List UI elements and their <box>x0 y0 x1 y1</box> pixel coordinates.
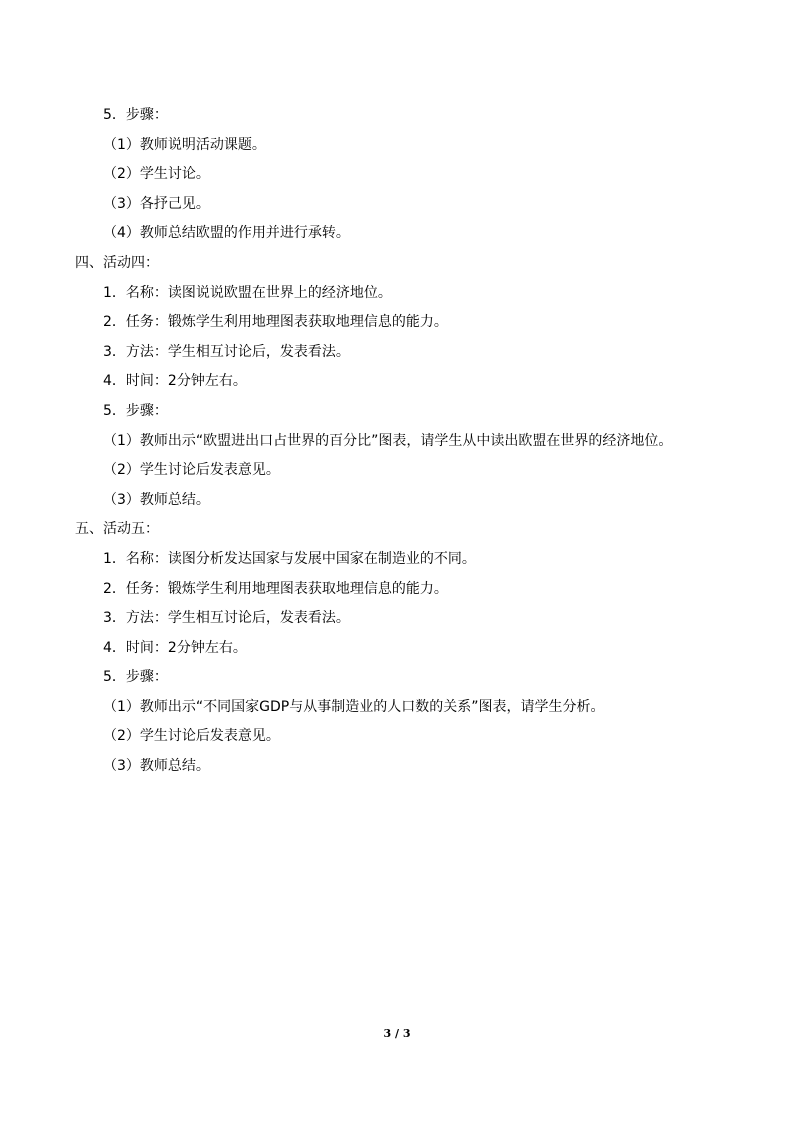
text-line: （4）教师总结欧盟的作用并进行承转。 <box>103 225 350 242</box>
text-line: 1．名称：读图说说欧盟在世界上的经济地位。 <box>103 284 392 301</box>
text-line: 3．方法：学生相互讨论后，发表看法。 <box>103 610 350 627</box>
text-line: 2．任务：锻炼学生利用地理图表获取地理信息的能力。 <box>103 314 448 331</box>
paragraph-activity4-step1: （1）教师出示“欧盟进出口占世界的百分比”图表，请学生从中读出欧盟在世界的经济地位。 <box>103 432 673 449</box>
text-line: （3）教师总结。 <box>103 491 210 508</box>
page-number: 3 / 3 <box>383 1027 411 1040</box>
text-line: 5．步骤： <box>103 107 168 123</box>
text-line: （3）教师总结。 <box>103 758 210 775</box>
text-line: 2．任务：锻炼学生利用地理图表获取地理信息的能力。 <box>103 580 448 597</box>
text-block-2 <box>75 456 715 782</box>
text-block-1 <box>75 101 715 427</box>
text-line: （3）各抒己见。 <box>103 195 210 212</box>
text-line: 3．方法：学生相互讨论后，发表看法。 <box>103 343 350 360</box>
text-line: 5．步骤： <box>103 402 168 419</box>
text-line: （2）学生讨论。 <box>103 166 210 183</box>
text-line: 1．名称：读图分析发达国家与发展中国家在制造业的不同。 <box>103 550 476 567</box>
text-line: 4．时间：2分钟左右。 <box>103 639 247 656</box>
text-line: （2）学生讨论后发表意见。 <box>103 728 280 745</box>
text-line: （1）教师说明活动课题。 <box>103 136 266 153</box>
text-line: 4．时间：2分钟左右。 <box>103 373 247 390</box>
text-line: 四、活动四： <box>75 254 159 271</box>
text-line: 5．步骤： <box>103 669 168 686</box>
text-line: （1）教师出示“不同国家GDP与从事制造业的人口数的关系”图表，请学生分析。 <box>103 698 605 715</box>
text-line: （2）学生讨论后发表意见。 <box>103 462 280 479</box>
text-line: 五、活动五： <box>75 521 159 538</box>
document-body <box>75 101 715 782</box>
